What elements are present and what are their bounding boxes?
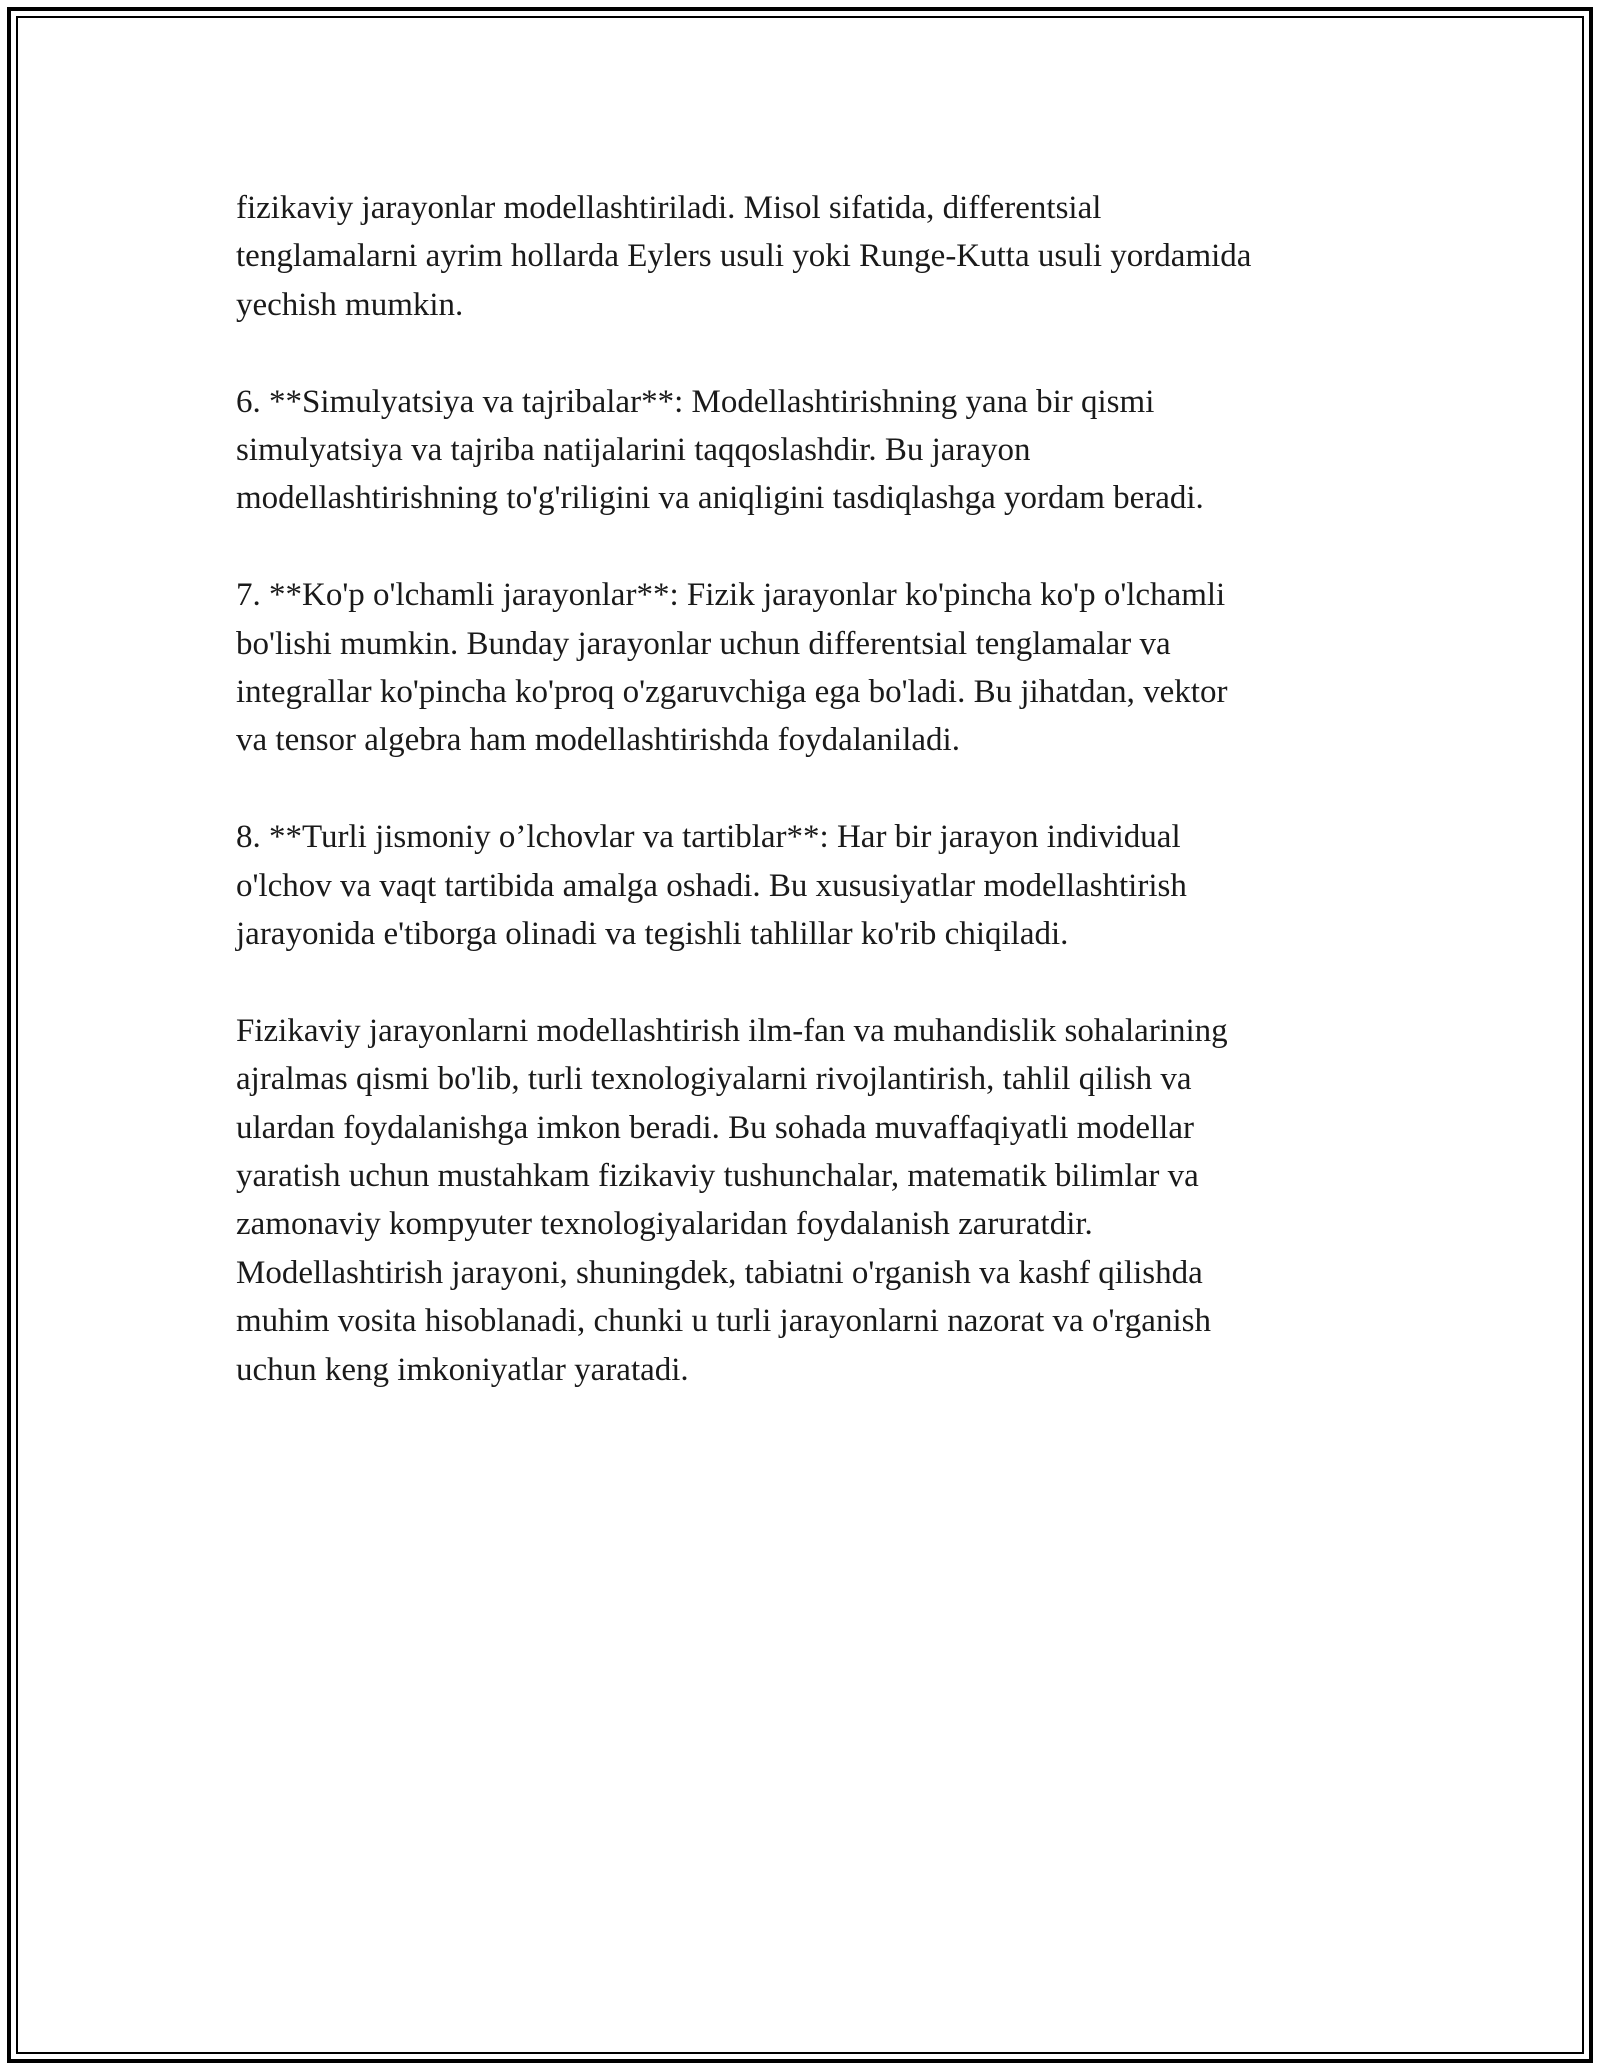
text-line: 7. **Ko'p o'lchamli jarayonlar**: Fizik jarayonlar ko'pincha ko'p o'lchamli [236, 577, 1226, 614]
text-line: o'lchov va vaqt tartibida amalga oshadi. Bu xususiyatlar modellashtirish [236, 867, 1187, 904]
text-line: fizikaviy jarayonlar modellashtiriladi. Misol sifatida, differentsial [236, 190, 1102, 226]
text-line: yaratish uchun mustahkam fizikaviy tushunchalar, matematik bilimlar va [236, 1158, 1199, 1195]
text-line: ulardan foydalanishga imkon beradi. Bu sohada muvaffaqiyatli modellar [236, 1109, 1194, 1146]
paragraph-continuation [236, 184, 1386, 329]
text-line: Modellashtirish jarayoni, shuningdek, tabiatni o'rganish va kashf qilishda [236, 1254, 1203, 1291]
text-line: tenglamalarni ayrim hollarda Eylers usuli yoki Runge-Kutta usuli yordamida [236, 238, 1252, 275]
paragraph-conclusion [236, 1007, 1386, 1394]
paragraph-item-7 [236, 571, 1386, 765]
text-line: yechish mumkin. [236, 286, 464, 323]
text-line: ajralmas qismi bo'lib, turli texnologiyalarni rivojlantirish, tahlil qilish va [236, 1061, 1192, 1098]
text-line: uchun keng imkoniyatlar yaratadi. [236, 1351, 689, 1388]
text-line: jarayonida e'tiborga olinadi va tegishli tahlillar ko'rib chiqiladi. [236, 916, 1069, 953]
document-body [236, 184, 1386, 1394]
text-line: bo'lishi mumkin. Bunday jarayonlar uchun differentsial tenglamalar va [236, 625, 1171, 662]
text-line: zamonaviy kompyuter texnologiyalaridan foydalanish zaruratdir. [236, 1206, 1093, 1243]
paragraph-item-6 [236, 378, 1386, 523]
text-line: 8. **Turli jismoniy o’lchovlar va tartiblar**: Har bir jarayon individual [236, 819, 1181, 856]
text-line: Fizikaviy jarayonlarni modellashtirish ilm-fan va muhandislik sohalarining [236, 1012, 1228, 1049]
text-line: va tensor algebra ham modellashtirishda foydalaniladi. [236, 722, 960, 759]
text-line: modellashtirishning to'g'riligini va aniqligini tasdiqlashga yordam beradi. [236, 480, 1204, 517]
paragraph-item-8 [236, 813, 1386, 958]
text-line: 6. **Simulyatsiya va tajribalar**: Modellashtirishning yana bir qismi [236, 383, 1155, 420]
text-line: muhim vosita hisoblanadi, chunki u turli jarayonlarni nazorat va o'rganish [236, 1303, 1211, 1340]
text-line: integrallar ko'pincha ko'proq o'zgaruvchiga ega bo'ladi. Bu jihatdan, vektor [236, 674, 1228, 711]
text-line: simulyatsiya va tajriba natijalarini taqqoslashdir. Bu jarayon [236, 432, 1031, 469]
